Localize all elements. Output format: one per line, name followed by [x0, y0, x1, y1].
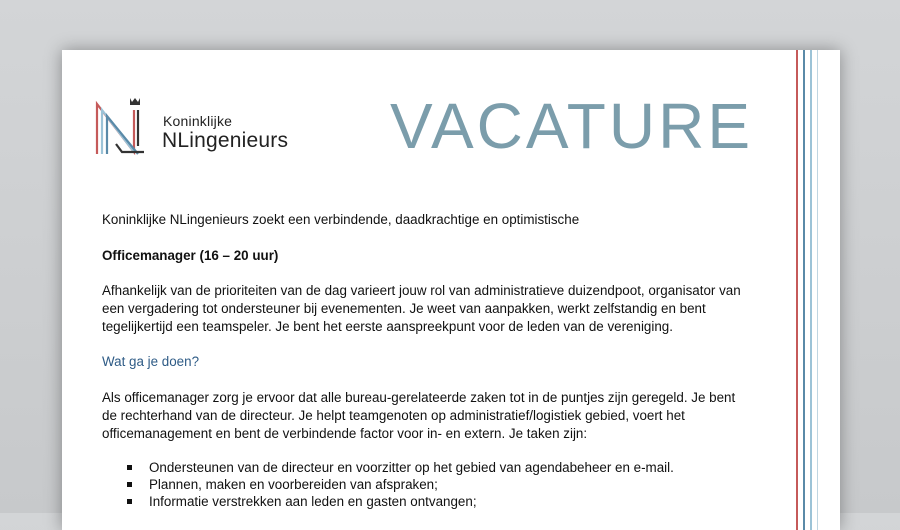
- decorative-stripe-red: [796, 50, 798, 530]
- intro-text: Koninklijke NLingenieurs zoekt een verbindende, daadkrachtige en optimistische: [102, 212, 580, 227]
- task-list: [102, 459, 674, 510]
- nlingenieurs-logo-mark: [94, 96, 150, 158]
- decorative-stripe-lightblue: [810, 50, 812, 530]
- document-page: [62, 50, 840, 530]
- paragraph-line: Afhankelijk van de prioriteiten van de dag varieert jouw rol van administratieve duizendpoot, organisator van: [102, 283, 741, 298]
- decorative-stripe-pale: [817, 50, 818, 530]
- list-item: [102, 493, 674, 510]
- bullet-icon: [127, 482, 132, 487]
- job-title: Officemanager (16 – 20 uur): [102, 248, 279, 263]
- paragraph-role: [102, 282, 741, 336]
- paragraph-line: de rechterhand van de directeur. Je helpt teamgenoten op administratief/logistiek gebied, voert het: [102, 408, 685, 423]
- paragraph-line: officemanagement en bent de verbindende factor voor in- en extern. Je taken zijn:: [102, 426, 588, 441]
- page-title: VACATURE: [390, 90, 753, 162]
- paragraph-line: een vergadering tot ondersteuner bij evenementen. Je weet van aanpakken, werkt zelfstandig en bent: [102, 301, 706, 316]
- bullet-icon: [127, 499, 132, 504]
- section-heading: Wat ga je doen?: [102, 354, 200, 369]
- logo-text-nlingenieurs: NLingenieurs: [162, 129, 289, 152]
- paragraph-line: Als officemanager zorg je ervoor dat alle bureau-gerelateerde zaken tot in de puntjes zijn geregeld. Je bent: [102, 390, 736, 405]
- paragraph-line: tegelijkertijd een teamspeler. Je bent het eerste aanspreekpunt voor de leden van de vereniging.: [102, 319, 673, 334]
- task-text: Informatie verstrekken aan leden en gasten ontvangen;: [149, 494, 477, 509]
- logo-n-icon: [94, 96, 150, 158]
- paragraph-tasks-intro: [102, 389, 735, 443]
- decorative-stripe-blue: [803, 50, 805, 530]
- bullet-icon: [127, 465, 132, 470]
- list-item: [102, 476, 674, 493]
- task-text: Ondersteunen van de directeur en voorzitter op het gebied van agendabeheer en e-mail.: [149, 460, 674, 475]
- logo-text-koninklijke: Koninklijke: [163, 113, 233, 129]
- task-text: Plannen, maken en voorbereiden van afspraken;: [149, 477, 438, 492]
- list-item: [102, 459, 674, 476]
